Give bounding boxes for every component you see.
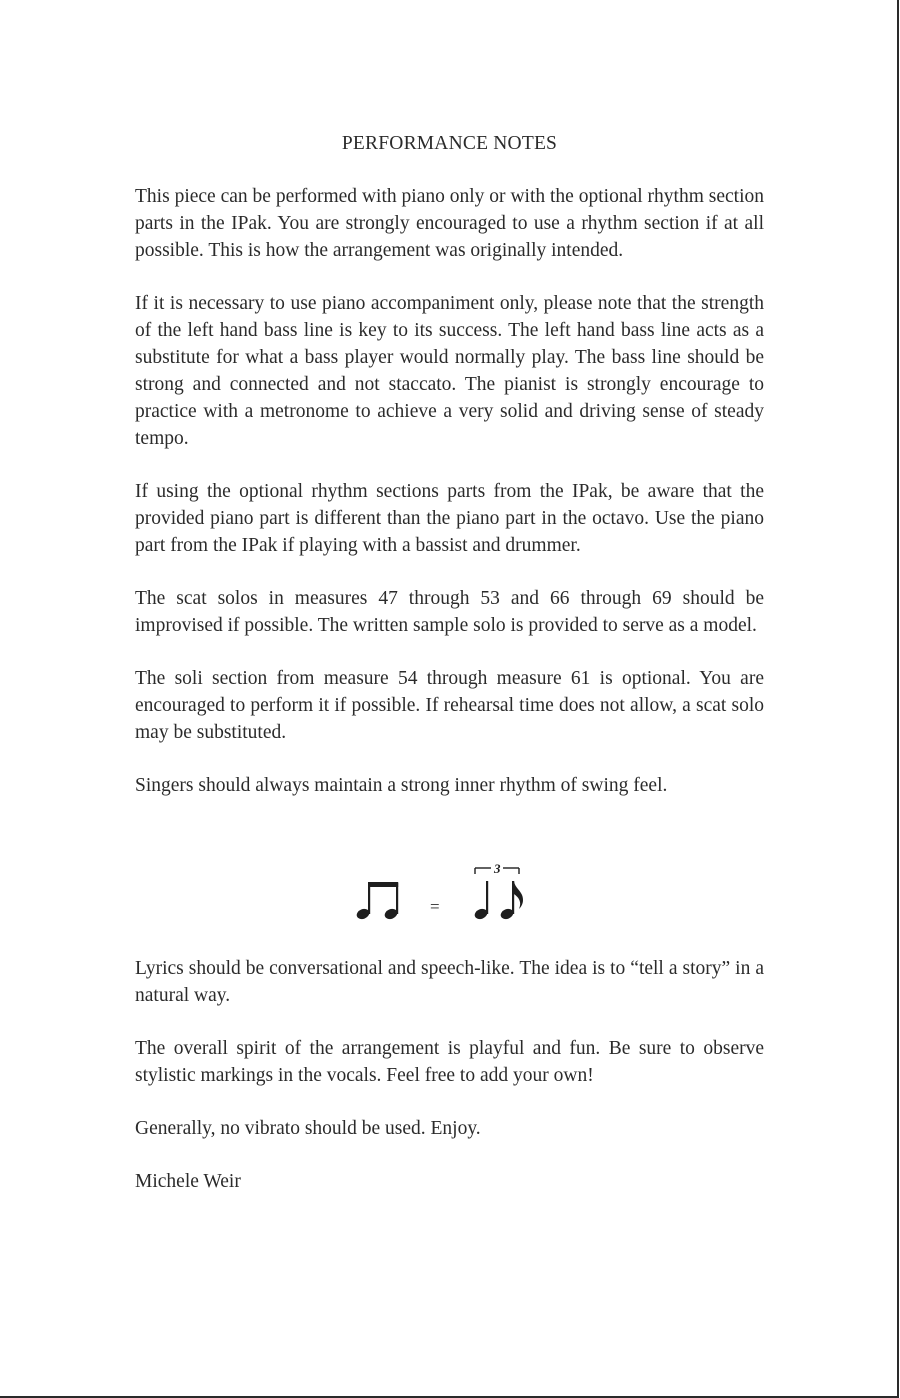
document-body: [135, 130, 764, 1195]
swing-rhythm-figure: [345, 823, 545, 929]
paragraph-ipak-parts: If using the optional rhythm sections parts from the IPak, be aware that the provided piano part is different than the piano part in the octavo. Use the piano part from the IPak if playing with a bassist and drummer.: [135, 481, 764, 556]
paragraph-piano-only: If it is necessary to use piano accompaniment only, please note that the strength of the left hand bass line is key to its success. The left hand bass line acts as a substitute for what a bass player would normally play. The bass line should be strong and connected and not staccato. The pianist is strongly encourage to practice with a metronome to achieve a very solid and driving sense of steady tempo.: [135, 293, 764, 449]
page-title: PERFORMANCE NOTES: [341, 133, 558, 154]
paragraph-spirit: The overall spirit of the arrangement is playful and fun. Be sure to observe stylistic markings in the vocals. Feel free to add your own!: [135, 1038, 764, 1086]
paragraph-lyrics: Lyrics should be conversational and speech-like. The idea is to “tell a story” in a natural way.: [135, 958, 764, 1006]
equals-sign: =: [430, 897, 440, 916]
quarter-note: [473, 881, 489, 921]
swing-notation: [135, 823, 764, 929]
triplet-number: 3: [494, 861, 501, 876]
paragraph-swing-feel: Singers should always maintain a strong inner rhythm of swing feel.: [135, 775, 668, 796]
paragraph-vibrato: Generally, no vibrato should be used. Enjoy.: [135, 1118, 481, 1139]
eighth-note: [499, 881, 523, 921]
beamed-eighth-notes: [355, 882, 399, 921]
author-signature: Michele Weir: [135, 1171, 241, 1192]
paragraph-scat-solos: The scat solos in measures 47 through 53 and 66 through 69 should be improvised if possible. The written sample solo is provided to serve as a model.: [135, 588, 764, 636]
paragraph-soli-section: The soli section from measure 54 through measure 61 is optional. You are encouraged to perform it if possible. If rehearsal time does not allow, a scat solo may be substituted.: [135, 668, 764, 743]
paragraph-rhythm-section: This piece can be performed with piano only or with the optional rhythm section parts in the IPak. You are strongly encouraged to use a rhythm section if at all possible. This is how the arrangement was originally intended.: [135, 186, 764, 261]
